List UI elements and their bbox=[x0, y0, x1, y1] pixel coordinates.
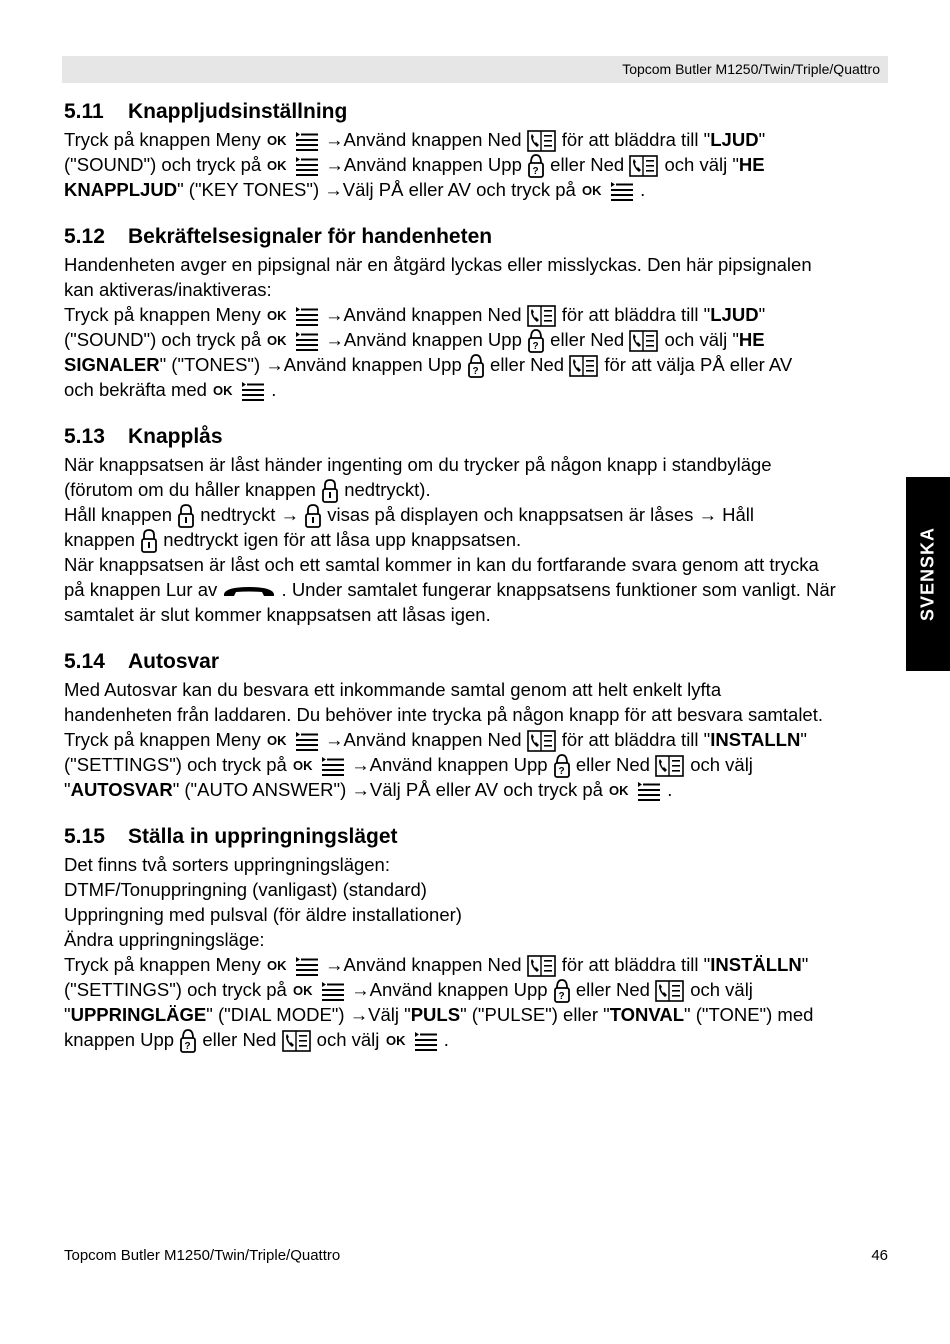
arrow: → bbox=[325, 304, 344, 325]
text: för att välja PÅ eller AV bbox=[604, 354, 793, 375]
menu-option: LJUD bbox=[710, 129, 759, 150]
text: Välj " bbox=[368, 1004, 411, 1025]
text: för att bläddra till " bbox=[561, 304, 711, 325]
arrow: → bbox=[351, 754, 370, 775]
svg-text:?: ? bbox=[184, 1041, 191, 1053]
svg-text:OK: OK bbox=[267, 333, 287, 349]
text-line bbox=[64, 752, 888, 777]
section-5-11 bbox=[64, 97, 888, 202]
up-recall-key-icon bbox=[553, 978, 571, 1004]
text: för att bläddra till " bbox=[561, 729, 711, 750]
text: ("SETTINGS") och tryck på bbox=[64, 754, 292, 775]
svg-text:OK: OK bbox=[385, 1033, 406, 1049]
talk-handset-key-icon bbox=[222, 583, 276, 599]
arrow: → bbox=[349, 1004, 369, 1025]
text: Håll knappen bbox=[64, 504, 178, 525]
menu-option: HE bbox=[738, 329, 765, 350]
text: och bekräfta med bbox=[64, 379, 213, 400]
text: . bbox=[667, 779, 673, 800]
svg-text:OK: OK bbox=[609, 783, 629, 799]
down-phonebook-key-icon bbox=[655, 755, 685, 777]
lock-key-icon bbox=[321, 478, 339, 504]
paragraph bbox=[64, 127, 888, 202]
text-line bbox=[64, 727, 888, 752]
down-phonebook-key-icon bbox=[527, 730, 557, 752]
section-heading bbox=[64, 422, 888, 452]
arrow: → bbox=[325, 329, 344, 350]
ok-menu-key-icon bbox=[266, 130, 320, 152]
arrow: → bbox=[324, 179, 343, 200]
text: nedtryckt igen för att låsa upp knappsatsen. bbox=[163, 529, 522, 550]
menu-option: INSTÄLLN bbox=[710, 954, 802, 975]
section-5-15 bbox=[64, 822, 888, 1052]
text: Använd knappen Upp bbox=[343, 329, 528, 350]
section-heading bbox=[64, 97, 888, 127]
menu-option: SIGNALER bbox=[64, 354, 160, 375]
text-line bbox=[64, 1002, 888, 1027]
text: " ("TONE") med bbox=[684, 1004, 814, 1025]
text-line: Det finns två sorters uppringningslägen: bbox=[64, 854, 390, 875]
text: Använd knappen Upp bbox=[369, 754, 553, 775]
ok-menu-key-icon bbox=[266, 730, 320, 752]
svg-text:OK: OK bbox=[266, 308, 287, 324]
down-phonebook-key-icon bbox=[655, 980, 685, 1002]
text: Använd knappen Upp bbox=[283, 354, 467, 375]
arrow: → bbox=[351, 779, 370, 800]
page-content bbox=[64, 97, 888, 1072]
section-5-12 bbox=[64, 222, 888, 402]
text: eller Ned bbox=[550, 154, 630, 175]
text: ("SOUND") och tryck på bbox=[64, 329, 267, 350]
text: " bbox=[64, 1004, 71, 1025]
language-label: SVENSKA bbox=[917, 526, 938, 622]
lock-key-icon bbox=[177, 503, 195, 529]
text-line bbox=[64, 302, 888, 327]
page-number: 46 bbox=[871, 1247, 888, 1264]
text-line bbox=[64, 352, 888, 377]
svg-text:OK: OK bbox=[292, 983, 313, 999]
text-line bbox=[64, 952, 888, 977]
text-line bbox=[64, 777, 888, 802]
lock-key-icon bbox=[140, 528, 158, 554]
text: Använd knappen Upp bbox=[369, 979, 553, 1000]
text-line bbox=[64, 127, 888, 152]
up-recall-key-icon bbox=[553, 753, 571, 779]
section-title: Knappljudsinställning bbox=[128, 100, 348, 123]
text: ("SETTINGS") och tryck på bbox=[64, 979, 292, 1000]
menu-option: TONVAL bbox=[609, 1004, 685, 1025]
text: Tryck på knappen Meny bbox=[64, 954, 266, 975]
paragraph bbox=[64, 852, 888, 1052]
section-number: 5.14 bbox=[64, 650, 105, 673]
ok-menu-key-icon bbox=[385, 1030, 439, 1052]
footer-product-name: Topcom Butler M1250/Twin/Triple/Quattro bbox=[64, 1247, 341, 1264]
text: " bbox=[800, 729, 807, 750]
text: ("SOUND") och tryck på bbox=[64, 154, 267, 175]
text: Välj PÅ eller AV och tryck på bbox=[369, 779, 609, 800]
text-line bbox=[64, 977, 888, 1002]
text: " ("PULSE") eller " bbox=[460, 1004, 610, 1025]
text-line: Ändra uppringningsläge: bbox=[64, 929, 265, 950]
text-line: kan aktiveras/inaktiveras: bbox=[64, 279, 272, 300]
text: och välj " bbox=[664, 329, 739, 350]
svg-text:?: ? bbox=[472, 366, 479, 378]
menu-option: INSTALLN bbox=[710, 729, 801, 750]
text-line: När knappsatsen är låst händer ingenting om du trycker på någon knapp i standbyläge bbox=[64, 454, 772, 475]
section-number: 5.13 bbox=[64, 425, 105, 448]
text: Håll bbox=[717, 504, 755, 525]
section-heading bbox=[64, 222, 888, 252]
ok-menu-key-icon bbox=[292, 980, 346, 1002]
section-title: Bekräftelsesignaler för handenheten bbox=[128, 225, 493, 248]
svg-text:?: ? bbox=[558, 991, 565, 1003]
paragraph bbox=[64, 452, 888, 627]
text: " ("TONES") bbox=[159, 354, 266, 375]
svg-text:OK: OK bbox=[292, 758, 313, 774]
menu-option: HE bbox=[738, 154, 765, 175]
arrow: → bbox=[280, 504, 299, 525]
text: " ("KEY TONES") bbox=[177, 179, 325, 200]
text: " bbox=[758, 304, 766, 325]
menu-option: UPPRINGLÄGE bbox=[70, 1004, 207, 1025]
text: för att bläddra till " bbox=[561, 954, 711, 975]
svg-text:?: ? bbox=[558, 766, 565, 778]
menu-option: KNAPPLJUD bbox=[64, 179, 178, 200]
down-phonebook-key-icon bbox=[629, 155, 659, 177]
down-phonebook-key-icon bbox=[527, 305, 557, 327]
text: . Under samtalet fungerar knappsatsens funktioner som vanligt. När bbox=[281, 579, 836, 600]
section-title: Autosvar bbox=[128, 650, 220, 673]
svg-text:OK: OK bbox=[267, 158, 287, 174]
text: nedtryckt). bbox=[344, 479, 431, 500]
section-number: 5.11 bbox=[64, 100, 104, 123]
section-title: Ställa in uppringningsläget bbox=[128, 825, 398, 848]
svg-text:OK: OK bbox=[266, 958, 287, 974]
arrow: → bbox=[698, 504, 718, 525]
text: Använd knappen Ned bbox=[343, 954, 527, 975]
text: " ("DIAL MODE") bbox=[206, 1004, 350, 1025]
text-line: Handenheten avger en pipsignal när en åtgärd lyckas eller misslyckas. Den här pipsignalen bbox=[64, 254, 812, 275]
text: " bbox=[758, 129, 766, 150]
menu-option: PULS bbox=[410, 1004, 461, 1025]
text-line bbox=[64, 527, 888, 552]
section-number: 5.12 bbox=[64, 225, 105, 248]
language-side-tab bbox=[906, 477, 950, 671]
section-title: Knapplås bbox=[128, 425, 223, 448]
down-phonebook-key-icon bbox=[527, 130, 557, 152]
text: knappen bbox=[64, 529, 141, 550]
text: eller Ned bbox=[202, 1029, 282, 1050]
text-line bbox=[64, 477, 888, 502]
text-line bbox=[64, 152, 888, 177]
text: och välj " bbox=[664, 154, 739, 175]
text: . bbox=[443, 1029, 449, 1050]
text: . bbox=[271, 379, 277, 400]
text-line bbox=[64, 177, 888, 202]
text: Använd knappen Ned bbox=[343, 304, 527, 325]
ok-menu-key-icon bbox=[266, 330, 320, 352]
ok-menu-key-icon bbox=[292, 755, 346, 777]
text-line: När knappsatsen är låst och ett samtal kommer in kan du fortfarande svara genom att trycka bbox=[64, 554, 819, 575]
text: och välj bbox=[316, 1029, 385, 1050]
down-phonebook-key-icon bbox=[569, 355, 599, 377]
text: Använd knappen Ned bbox=[343, 129, 527, 150]
arrow: → bbox=[325, 729, 344, 750]
text-line: Med Autosvar kan du besvara ett inkommande samtal genom att helt enkelt lyfta bbox=[64, 679, 722, 700]
text: Tryck på knappen Meny bbox=[64, 729, 266, 750]
svg-text:OK: OK bbox=[213, 383, 233, 399]
svg-text:?: ? bbox=[532, 166, 539, 178]
text: på knappen Lur av bbox=[64, 579, 223, 600]
arrow: → bbox=[265, 354, 284, 375]
ok-menu-key-icon bbox=[212, 380, 266, 402]
text: " bbox=[801, 954, 809, 975]
menu-option: AUTOSVAR bbox=[70, 779, 173, 800]
text: Välj PÅ eller AV och tryck på bbox=[342, 179, 581, 200]
ok-menu-key-icon bbox=[581, 180, 635, 202]
text-line bbox=[64, 502, 888, 527]
section-heading bbox=[64, 647, 888, 677]
arrow: → bbox=[351, 979, 370, 1000]
section-5-14 bbox=[64, 647, 888, 802]
svg-text:OK: OK bbox=[266, 733, 287, 749]
text-line: handenheten från laddaren. Du behöver inte trycka på någon knapp för att besvara samtalet. bbox=[64, 704, 823, 725]
arrow: → bbox=[325, 154, 344, 175]
text: . bbox=[640, 179, 646, 200]
text-line bbox=[64, 327, 888, 352]
text: Tryck på knappen Meny bbox=[64, 129, 266, 150]
text: nedtryckt bbox=[200, 504, 281, 525]
text: för att bläddra till " bbox=[561, 129, 711, 150]
up-recall-key-icon bbox=[467, 353, 485, 379]
arrow: → bbox=[325, 129, 344, 150]
text-line: DTMF/Tonuppringning (vanligast) (standard) bbox=[64, 879, 427, 900]
ok-menu-key-icon bbox=[266, 955, 320, 977]
text-line bbox=[64, 377, 888, 402]
arrow: → bbox=[325, 954, 344, 975]
down-phonebook-key-icon bbox=[527, 955, 557, 977]
text: Tryck på knappen Meny bbox=[64, 304, 266, 325]
up-recall-key-icon bbox=[527, 153, 545, 179]
section-number: 5.15 bbox=[64, 825, 105, 848]
text: eller Ned bbox=[490, 354, 570, 375]
page-header bbox=[62, 56, 888, 83]
text-line: Uppringning med pulsval (för äldre installationer) bbox=[64, 904, 462, 925]
section-heading bbox=[64, 822, 888, 852]
text-line bbox=[64, 577, 888, 602]
svg-text:OK: OK bbox=[266, 133, 287, 149]
text: visas på displayen och knappsatsen är låses bbox=[327, 504, 699, 525]
lock-key-icon bbox=[304, 503, 322, 529]
ok-menu-key-icon bbox=[608, 780, 662, 802]
text: Använd knappen Upp bbox=[343, 154, 528, 175]
down-phonebook-key-icon bbox=[282, 1030, 312, 1052]
header-text: Topcom Butler M1250/Twin/Triple/Quattro bbox=[622, 61, 880, 77]
text: knappen Upp bbox=[64, 1029, 180, 1050]
text: eller Ned bbox=[575, 754, 656, 775]
paragraph bbox=[64, 252, 888, 402]
text: " ("AUTO ANSWER") bbox=[172, 779, 352, 800]
text: " bbox=[64, 779, 71, 800]
down-phonebook-key-icon bbox=[629, 330, 659, 352]
text-line bbox=[64, 1027, 888, 1052]
ok-menu-key-icon bbox=[266, 155, 320, 177]
section-5-13 bbox=[64, 422, 888, 627]
svg-text:OK: OK bbox=[581, 183, 602, 199]
text: Använd knappen Ned bbox=[343, 729, 527, 750]
svg-text:?: ? bbox=[532, 341, 539, 353]
text: och välj bbox=[690, 754, 753, 775]
text: eller Ned bbox=[550, 329, 630, 350]
text: och välj bbox=[690, 979, 753, 1000]
up-recall-key-icon bbox=[527, 328, 545, 354]
text: (förutom om du håller knappen bbox=[64, 479, 322, 500]
paragraph bbox=[64, 677, 888, 802]
ok-menu-key-icon bbox=[266, 305, 320, 327]
text: eller Ned bbox=[575, 979, 656, 1000]
up-recall-key-icon bbox=[179, 1028, 197, 1054]
menu-option: LJUD bbox=[710, 304, 759, 325]
text-line: samtalet är slut kommer knappsatsen att låsas igen. bbox=[64, 604, 491, 625]
